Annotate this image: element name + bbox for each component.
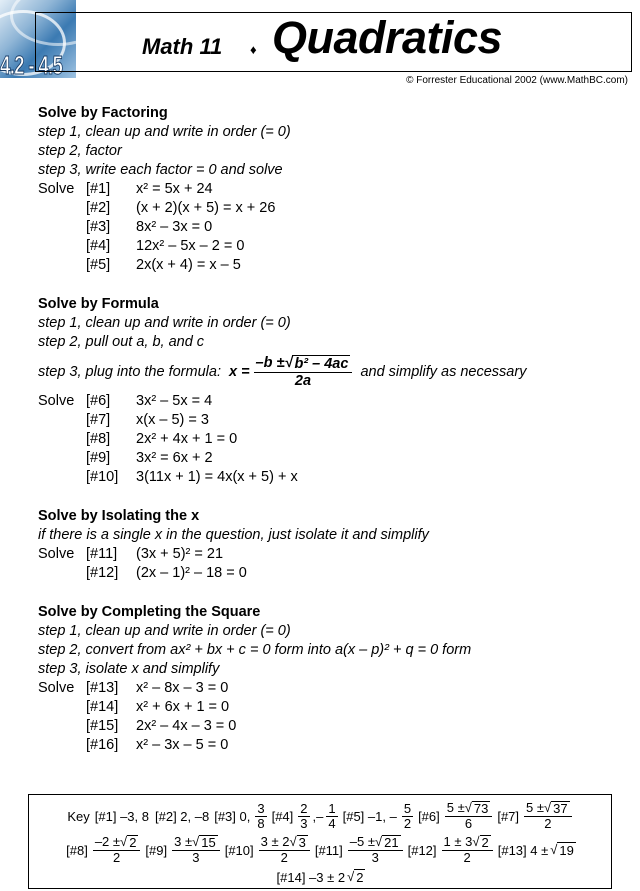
key-separator: , — [312, 808, 317, 824]
problem-row — [38, 199, 618, 218]
key-radicand: 21 — [384, 835, 399, 850]
sqrt-icon: √ — [464, 800, 472, 815]
key-fraction — [255, 802, 266, 831]
problem-row — [38, 218, 618, 237]
formula-denominator: 2a — [294, 373, 312, 389]
key-answer-label: [#12] — [407, 842, 437, 858]
section-title: Solve by Isolating the x — [38, 508, 200, 524]
problem-equation: x² – 8x – 3 = 0 — [136, 680, 229, 696]
key-answer-label: [#6] — [418, 808, 440, 824]
key-numerator: 5 ± — [526, 800, 545, 815]
problem-row — [38, 679, 618, 698]
key-denominator: 2 — [463, 850, 471, 865]
key-radicand: 2 — [356, 870, 364, 885]
key-answer-label: [#11] — [314, 842, 343, 858]
formula-numerator: –b ± — [255, 355, 285, 371]
key-radicand: 3 — [298, 835, 306, 850]
problem-equation: (x + 2)(x + 5) = x + 26 — [136, 200, 276, 216]
problem-number: [#8] — [86, 431, 111, 447]
key-answer-label: [#13] 4 ± — [497, 842, 549, 858]
problem-equation: 3x² – 5x = 4 — [136, 393, 213, 409]
solve-label: Solve — [38, 680, 75, 696]
formula-step — [38, 352, 618, 392]
problem-equation: 2x(x + 4) = x – 5 — [136, 257, 241, 273]
problem-row — [38, 564, 618, 583]
key-fraction — [402, 802, 413, 831]
key-numerator: –2 ± — [94, 834, 121, 849]
problem-equation: 3(11x + 1) = 4x(x + 5) + x — [136, 469, 298, 485]
key-fraction — [524, 801, 572, 831]
key-answer: [#1] –3, 8 — [94, 808, 149, 824]
problem-row — [38, 717, 618, 736]
problem-equation: 2x² – 4x – 3 = 0 — [136, 718, 237, 734]
sqrt-icon: √ — [550, 842, 558, 857]
step-text: step 1, clean up and write in order (= 0) — [38, 124, 291, 140]
key-numerator: 1 ± 3 — [443, 834, 473, 849]
key-fraction — [348, 835, 403, 865]
copyright: © Forrester Educational 2002 (www.MathBC.com) — [406, 75, 628, 86]
problem-row — [38, 468, 618, 487]
problem-row — [38, 430, 618, 449]
problem-equation: x(x – 5) = 3 — [136, 412, 209, 428]
problem-equation: (3x + 5)² = 21 — [136, 546, 224, 562]
key-radicand: 19 — [559, 843, 574, 858]
key-numerator: 3 ± — [174, 834, 193, 849]
problem-equation: 2x² + 4x + 1 = 0 — [136, 431, 238, 447]
key-sign: – — [316, 808, 324, 824]
problem-row — [38, 698, 618, 717]
problem-row — [38, 392, 618, 411]
key-radicand: 15 — [201, 835, 216, 850]
page-title: Quadratics — [272, 12, 503, 63]
key-answer-label: [#10] — [224, 842, 254, 858]
step-text: step 2, pull out a, b, and c — [38, 334, 205, 350]
key-denominator: 6 — [464, 816, 473, 831]
problem-number: [#15] — [86, 718, 119, 734]
diamond-icon: ♦ — [250, 42, 257, 57]
section-title: Solve by Completing the Square — [38, 604, 261, 620]
step-text: if there is a single x in the question, just isolate it and simplify — [38, 527, 429, 543]
sqrt-icon: √ — [347, 869, 355, 884]
key-row — [29, 869, 611, 885]
step-text: step 3, write each factor = 0 and solve — [38, 162, 283, 178]
problem-equation: (2x – 1)² – 18 = 0 — [136, 565, 247, 581]
key-answer-label: [#8] — [66, 842, 88, 858]
key-fraction — [326, 802, 337, 831]
step-text: step 2, convert from ax² + bx + c = 0 form into a(x – p)² + q = 0 form — [38, 642, 472, 658]
key-answer-label: [#4] — [271, 808, 294, 824]
key-denominator: 2 — [113, 850, 121, 865]
sqrt-icon: √ — [120, 834, 128, 849]
key-numerator: 5 — [403, 800, 412, 816]
key-denominator: 2 — [403, 815, 412, 831]
problem-equation: x² = 5x + 24 — [136, 181, 213, 197]
key-numerator: 3 — [257, 800, 265, 816]
formula-discriminant: b² – 4ac — [294, 356, 349, 372]
solve-label: Solve — [38, 546, 75, 562]
problem-number: [#2] — [86, 200, 111, 216]
problem-number: [#4] — [86, 238, 111, 254]
course-title: Math 11 — [142, 34, 223, 59]
key-fraction — [442, 835, 493, 865]
key-answer-label: [#9] — [145, 842, 168, 858]
key-radicand: 37 — [553, 801, 568, 816]
section-title: Solve by Formula — [38, 296, 159, 312]
problem-number: [#14] — [86, 699, 119, 715]
problem-equation: 3x² = 6x + 2 — [136, 450, 213, 466]
problem-number: [#7] — [86, 412, 111, 428]
problem-equation: 12x² – 5x – 2 = 0 — [136, 238, 245, 254]
sqrt-icon: √ — [289, 834, 297, 849]
key-denominator: 2 — [544, 816, 552, 831]
key-numerator: 5 ± — [446, 800, 465, 815]
sqrt-icon: √ — [284, 355, 293, 371]
problem-number: [#1] — [86, 181, 111, 197]
key-answer-label: [#5] –1, – — [342, 808, 397, 824]
problem-row — [38, 180, 618, 199]
key-row — [29, 801, 611, 831]
key-denominator: 4 — [328, 815, 336, 831]
key-denominator: 8 — [257, 815, 265, 831]
step-text: and simplify as necessary — [360, 363, 527, 380]
problem-row — [38, 411, 618, 430]
problem-number: [#5] — [86, 257, 111, 273]
key-answer-label: [#3] 0, — [214, 808, 251, 824]
key-radicand: 73 — [473, 801, 489, 816]
key-numerator: –5 ± — [349, 834, 375, 849]
problem-number: [#6] — [86, 393, 111, 409]
sqrt-icon: √ — [472, 834, 480, 849]
key-fraction — [445, 801, 493, 831]
sqrt-icon: √ — [192, 834, 200, 849]
problem-number: [#12] — [86, 565, 119, 581]
problem-equation: 8x² – 3x = 0 — [136, 219, 213, 235]
quadratic-formula — [254, 355, 353, 389]
key-fraction — [93, 835, 141, 865]
problem-row — [38, 545, 618, 564]
step-text: step 3, isolate x and simplify — [38, 661, 220, 677]
key-label: Key — [67, 808, 90, 824]
formula-lhs: x = — [228, 363, 250, 380]
problem-row — [38, 256, 618, 275]
step-text: step 1, clean up and write in order (= 0) — [38, 623, 291, 639]
worksheet — [38, 104, 618, 755]
answer-key — [28, 794, 612, 889]
problem-row — [38, 237, 618, 256]
sqrt-icon: √ — [375, 834, 383, 849]
key-radicand: 2 — [129, 835, 137, 850]
problem-number: [#16] — [86, 737, 119, 753]
key-fraction — [259, 835, 310, 865]
problem-number: [#13] — [86, 680, 119, 696]
key-numerator: 3 ± 2 — [260, 834, 290, 849]
problem-equation: x² – 3x – 5 = 0 — [136, 737, 229, 753]
problem-number: [#9] — [86, 450, 111, 466]
problem-equation: x² + 6x + 1 = 0 — [136, 699, 230, 715]
key-denominator: 3 — [300, 815, 308, 831]
key-answer: [#2] 2, –8 — [155, 808, 210, 824]
problem-number: [#10] — [86, 469, 119, 485]
key-denominator: 3 — [192, 850, 200, 865]
problem-row — [38, 736, 618, 755]
key-fraction — [172, 835, 220, 865]
logo-text: 4.2 - 4.5 — [0, 50, 63, 78]
key-radicand: 2 — [481, 835, 489, 850]
section-title: Solve by Factoring — [38, 105, 168, 121]
key-answer-label: [#14] –3 ± 2 — [276, 869, 346, 885]
key-denominator: 2 — [280, 850, 288, 865]
key-numerator: 1 — [328, 800, 336, 816]
step-text: step 2, factor — [38, 143, 122, 159]
problem-number: [#3] — [86, 219, 111, 235]
solve-label: Solve — [38, 181, 75, 197]
key-fraction — [298, 802, 309, 831]
key-denominator: 3 — [371, 850, 379, 865]
key-numerator: 2 — [300, 800, 308, 816]
step-text: step 3, plug into the formula: — [38, 363, 221, 380]
key-row — [29, 835, 611, 865]
problem-row — [38, 449, 618, 468]
problem-number: [#11] — [86, 546, 118, 562]
step-text: step 1, clean up and write in order (= 0) — [38, 315, 291, 331]
sqrt-icon: √ — [544, 800, 552, 815]
key-answer-label: [#7] — [497, 808, 520, 824]
solve-label: Solve — [38, 393, 75, 409]
